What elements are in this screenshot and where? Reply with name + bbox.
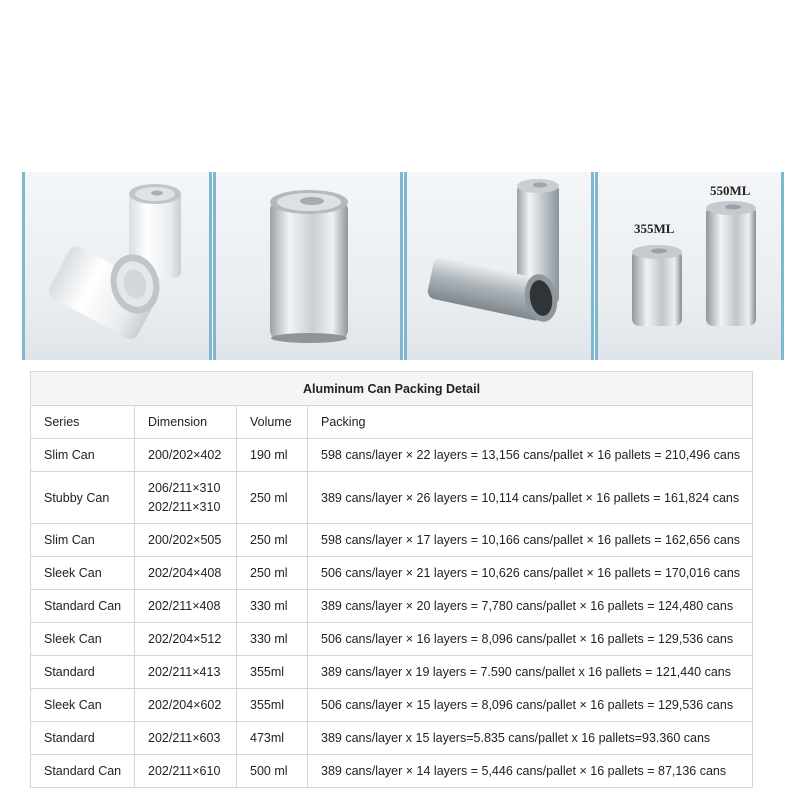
cell-volume: 330 ml xyxy=(237,623,308,656)
table-row xyxy=(31,623,753,656)
cell-packing: 389 cans/layer x 15 layers=5.835 cans/pallet x 16 pallets=93.360 cans xyxy=(308,722,753,755)
table-row xyxy=(31,689,753,722)
product-photo-strip xyxy=(22,172,778,360)
cell-volume: 355ml xyxy=(237,656,308,689)
cell-volume: 473ml xyxy=(237,722,308,755)
cell-dimension-line: 202/211×310 xyxy=(148,499,221,514)
cell-dimension: 202/211×610 xyxy=(135,755,237,788)
cell-volume: 250 ml xyxy=(237,472,308,524)
cell-dimension: 202/204×408 xyxy=(135,557,237,590)
cell-series: Sleek Can xyxy=(31,689,135,722)
cell-packing: 506 cans/layer × 21 layers = 10,626 cans/pallet × 16 pallets = 170,016 cans xyxy=(308,557,753,590)
cell-packing: 506 cans/layer × 15 layers = 8,096 cans/pallet × 16 pallets = 129,536 cans xyxy=(308,689,753,722)
cell-series: Slim Can xyxy=(31,524,135,557)
cell-packing: 389 cans/layer × 14 layers = 5,446 cans/pallet × 16 pallets = 87,136 cans xyxy=(308,755,753,788)
product-photo-tall-can xyxy=(213,172,403,360)
cell-volume: 355ml xyxy=(237,689,308,722)
volume-label-355: 355ML xyxy=(634,221,675,236)
cell-volume: 250 ml xyxy=(237,557,308,590)
cell-dimension-line: 206/211×310 xyxy=(148,480,221,495)
product-photo-sleek-cans xyxy=(404,172,594,360)
table-row xyxy=(31,590,753,623)
cell-packing: 389 cans/layer x 19 layers = 7.590 cans/pallet x 16 pallets = 121,440 cans xyxy=(308,656,753,689)
cell-dimension xyxy=(135,472,237,524)
cell-packing: 389 cans/layer × 20 layers = 7,780 cans/pallet × 16 pallets = 124,480 cans xyxy=(308,590,753,623)
table-row xyxy=(31,755,753,788)
table-header-row xyxy=(31,406,753,439)
table-row xyxy=(31,557,753,590)
header-volume: Volume xyxy=(237,406,308,439)
cell-dimension: 202/204×512 xyxy=(135,623,237,656)
cell-volume: 330 ml xyxy=(237,590,308,623)
cell-dimension: 202/211×603 xyxy=(135,722,237,755)
packing-detail-table-wrapper xyxy=(30,371,752,788)
table-caption: Aluminum Can Packing Detail xyxy=(31,372,753,406)
cell-packing: 506 cans/layer × 16 layers = 8,096 cans/pallet × 16 pallets = 129,536 cans xyxy=(308,623,753,656)
header-packing: Packing xyxy=(308,406,753,439)
product-photo-white-cans xyxy=(22,172,212,360)
table-row xyxy=(31,656,753,689)
volume-label-550: 550ML xyxy=(710,183,751,198)
cell-packing: 598 cans/layer × 17 layers = 10,166 cans/pallet × 16 pallets = 162,656 cans xyxy=(308,524,753,557)
cell-dimension: 200/202×402 xyxy=(135,439,237,472)
header-dimension: Dimension xyxy=(135,406,237,439)
table-row xyxy=(31,439,753,472)
cell-packing: 389 cans/layer × 26 layers = 10,114 cans/pallet × 16 pallets = 161,824 cans xyxy=(308,472,753,524)
table-row xyxy=(31,472,753,524)
table-row xyxy=(31,722,753,755)
cell-dimension: 202/211×408 xyxy=(135,590,237,623)
packing-detail-table xyxy=(30,371,753,788)
cell-series: Standard xyxy=(31,656,135,689)
cell-volume: 500 ml xyxy=(237,755,308,788)
header-series: Series xyxy=(31,406,135,439)
cell-packing: 598 cans/layer × 22 layers = 13,156 cans/pallet × 16 pallets = 210,496 cans xyxy=(308,439,753,472)
table-row xyxy=(31,524,753,557)
cell-series: Standard xyxy=(31,722,135,755)
product-photo-volume-comparison xyxy=(595,172,784,360)
cell-dimension: 200/202×505 xyxy=(135,524,237,557)
cell-volume: 190 ml xyxy=(237,439,308,472)
cell-series: Slim Can xyxy=(31,439,135,472)
cell-series: Sleek Can xyxy=(31,557,135,590)
cell-series: Standard Can xyxy=(31,755,135,788)
cell-dimension: 202/211×413 xyxy=(135,656,237,689)
cell-series: Standard Can xyxy=(31,590,135,623)
cell-series: Stubby Can xyxy=(31,472,135,524)
cell-dimension: 202/204×602 xyxy=(135,689,237,722)
cell-volume: 250 ml xyxy=(237,524,308,557)
cell-series: Sleek Can xyxy=(31,623,135,656)
